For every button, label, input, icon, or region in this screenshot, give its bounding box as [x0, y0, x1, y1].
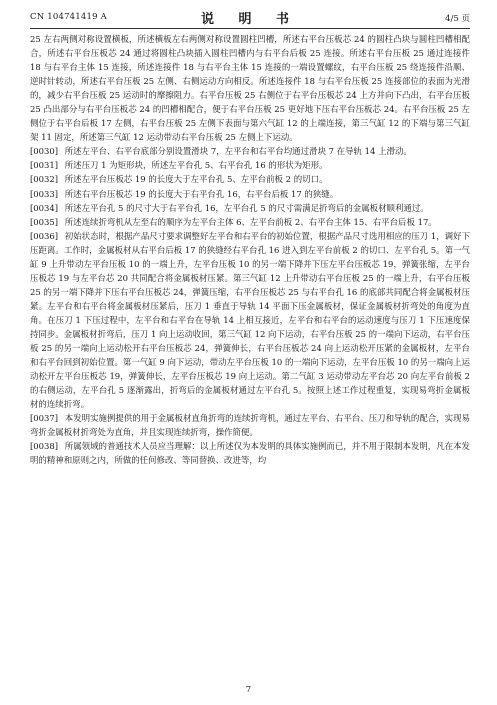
paragraph-number: [0033]	[30, 188, 59, 199]
paragraph	[30, 411, 470, 439]
paragraph-number: [0034]	[30, 202, 59, 213]
paragraph	[30, 187, 470, 201]
paragraph	[30, 144, 470, 158]
paragraph-number: [0037]	[30, 413, 59, 424]
paragraph-text: 25 左右两侧对称设置横板，所述横板左右两侧对称设置圆柱凹槽，所述右平台压板芯 24 的圆柱凸块与圆柱凹槽相配合，所述右平台压板芯 24 通过将圆柱凸块插入圆柱凹槽内与右平台后板 25 连接。所述右平台压板 25 通过连接件 18 与右平台主体 15 连接，所述连接件 18 与右平台主体 15 连接的一端设置螺纹，右平台压板 25 绕连接件沿顺、逆时针转动，所述右平台压板 25 左侧、右侧运动方向相反。所述连接件 18 与右平台压板 25 连接部位的表面为光滑的，减少右平台压板 25 运动时的摩擦阻力。右平台压板 25 右侧位于右平台压板芯 24 上方并向下凸出，右平台压板 25 凸出部分与右平台压板芯 24 的凹槽相配合，便于右平台压板 25 更好地下压右平台压板芯 24。右平台压板 25 左侧位于右平台后板 17 左侧，右平台压板 25 左侧下表面与第六气缸 12 的上端连接，第三气缸 12 的下端与第三气缸架 11 固定，所述第三气缸 12 运动带动右平台压板 25 左侧上下运动。	[30, 34, 470, 143]
document-body	[30, 32, 470, 467]
paragraph	[30, 158, 470, 172]
page-footer	[0, 685, 497, 695]
document-number: CN 104741419 A	[30, 12, 107, 22]
paragraph-text: 所述左平台压板芯 19 的长度大于左平台孔 5、左平台前板 2 的切口。	[64, 174, 328, 185]
paragraph	[30, 32, 470, 144]
paragraph-number: [0032]	[30, 174, 59, 185]
header-divider	[30, 28, 470, 29]
paragraph	[30, 439, 470, 467]
paragraph-number: [0036]	[30, 230, 59, 241]
paragraph-text: 所述左平台孔 5 的尺寸大于右平台孔 16，左平台孔 5 的尺寸需满足折弯后的金属板材顺利通过。	[64, 202, 429, 213]
paragraph	[30, 172, 470, 186]
paragraph-number: [0038]	[30, 441, 59, 452]
paragraph-text: 所述连续折弯机从左至右的顺序为左平台主体 6、左平台前板 2、右平台主体 15、右平台后板 17。	[64, 216, 437, 227]
paragraph	[30, 201, 470, 215]
document-title: 说 明 书	[200, 12, 300, 27]
paragraph-number: [0031]	[30, 160, 59, 171]
paragraph-text: 初始状态时，根据产品尺寸要求调整好左平台和右平台的初始位置，根据产品尺寸选用相应的压刀 1，调好下压距离。工作时，金属板材从右平台后板 17 的狭缝经右平台孔 16 进入到左平台前板 2 的切口、左平台孔 5。第一气缸 9 上升带动左平台压板 10 的一端上升，左平台压板 10 的另一端下降并下压左平台压板芯 19，弹簧张缩，左平台压板芯 19 与左平台芯 20 共同配合将金属板材压紧。第三气缸 12 上升带动右平台压板 25 的一端上升，右平台压板 25 的另一端下降并下压右平台压板芯 24，弹簧压缩，右平台压板芯 25 与右平台孔 16 的底部共同配合将金属板材压紧。左平台和右平台将金属板材压紧后，压刀 1 垂直于导轨 14 平面下压金属板材，保证金属板材折弯处的角度为直角。在压刀 1 下压过程中，左平台和右平台在导轨 14 上相互接近，左平台和右平台的运动速度与压刀 1 下压速度保持同步。金属板材折弯后，压刀 1 向上运动收回，第三气缸 12 向下运动，右平台压板 25 的一端向下运动，右平台压板 25 的另一端向上运动松开右平台压板芯 24，弹簧伸长，右平台压板芯 24 向上运动松开压紧的金属板材，左平台和右平台回到初始位置。第一气缸 9 向下运动，带动左平台压板 10 的一端向下运动，左平台压板 10 的另一端向上运动松开左平台压板芯 19，弹簧伸长，左平台压板芯 19 向上运动。第二气缸 3 运动带动左平台芯 20 向左平台前板 2 的右侧运动，左平台孔 5 逐渐露出，折弯后的金属板材通过左平台孔 5。按照上述工作过程重复，实现易弯折金属板材的连续折弯。	[30, 230, 471, 410]
paragraph-number: [0035]	[30, 216, 59, 227]
paragraph	[30, 229, 470, 412]
paragraph	[30, 215, 470, 229]
paragraph-text: 所述左平台、右平台底部分别设置滑块 7，左平台和右平台均通过滑块 7 在导轨 14 上滑动。	[64, 146, 412, 157]
page-count: 4/5 页	[445, 14, 470, 24]
paragraph-text: 所述压刀 1 为矩形块，所述左平台孔 5、右平台孔 16 的形状为矩形。	[64, 160, 328, 171]
page-number: 7	[245, 685, 252, 695]
page-header	[30, 8, 470, 28]
paragraph-text: 所述右平台压板芯 19 的长度大于右平台孔 16，右平台后板 17 的狭缝。	[64, 188, 339, 199]
paragraph-text: 本发明实施例提供的用于金属板材直角折弯的连续折弯机，通过左平台、右平台、压刀和导轨的配合，实现易弯折金属板材折弯处为直角，并且实现连续折弯，操作简便。	[30, 413, 470, 438]
paragraph-number: [0030]	[30, 146, 59, 157]
paragraph-text: 所属领域的普通技术人员应当理解：以上所述仅为本发明的具体实施例而已，并不用于限制本发明，凡在本发明的精神和原则之内，所做的任何修改、等同替换、改进等，均	[30, 441, 470, 466]
